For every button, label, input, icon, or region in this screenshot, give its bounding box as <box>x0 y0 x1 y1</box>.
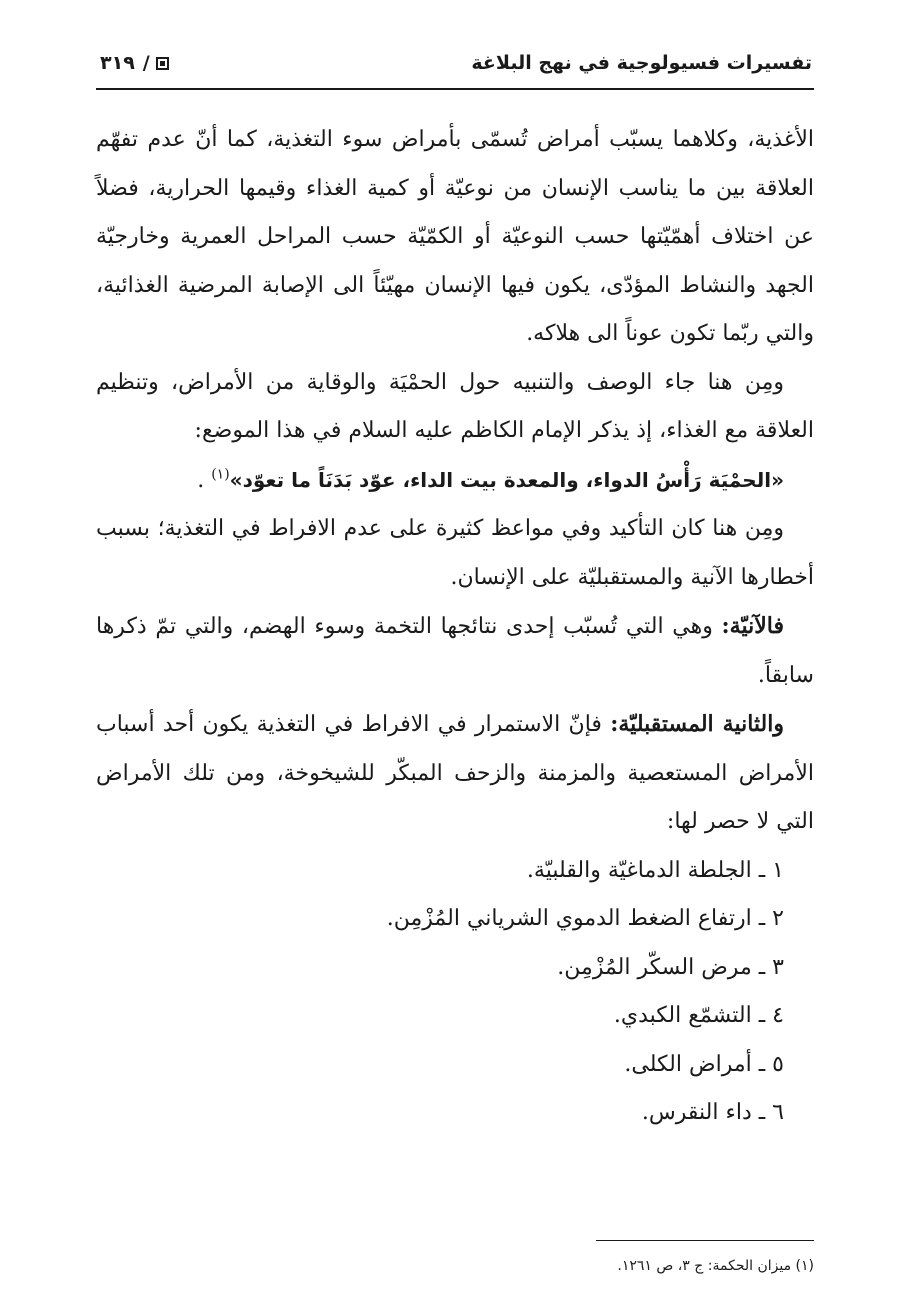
footnote <box>617 1258 814 1274</box>
paragraph-1: الأغذية، وكلاهما يسبّب أمراض تُسمّى بأمراض سوء التغذية، كما أنّ عدم تفهّم العلاقة بين ما يناسب الإنسان من نوعيّة أو كمية الغذاء وقيمها الحرارية، فضلاً عن اختلاف أهمّيّتها حسب النوعيّة أو الكمّيّة حسب المراحل العمرية وخارجيّة الجهد والنشاط المؤدّى، يكون فيها الإنسان مهيّئاً الى الإصابة المرضية الغذائية، والتي ربّما تكون عوناً الى هلاكه. <box>96 127 814 346</box>
list-item: ٦ ـ داء النقرس. <box>641 1100 784 1125</box>
page-header <box>96 44 814 90</box>
paragraph-4-lead: فالآنيّة: <box>721 613 784 639</box>
list-item: ٢ ـ ارتفاع الضغط الدموي الشرياني المُزْمِن. <box>386 906 784 931</box>
paragraph-4 <box>96 602 814 700</box>
paragraph-5 <box>96 700 814 847</box>
quote-end: . <box>197 467 205 493</box>
list-item: ٣ ـ مرض السكّر المُزْمِن. <box>557 954 784 980</box>
list-item: ١ ـ الجلطة الدماغيّة والقلبيّة. <box>526 857 784 883</box>
running-title: تفسيرات فسيولوجية في نهج البلاغة <box>471 52 812 74</box>
main-text <box>96 116 814 1138</box>
paragraph-5-lead: والثانية المستقبليّة: <box>610 711 784 737</box>
paragraph-3: ومِن هنا كان التأكيد وفي مواعظ كثيرة على عدم الافراط في التغذية؛ بسبب أخطارها الآنية والمستقبليّة على الإنسان. <box>96 516 814 590</box>
quote-text: «الحمْيَة رَأْسُ الدواء، والمعدة بيت الداء، عوّد بَدَنَاً ما تعوّد» <box>229 467 784 492</box>
footnote-text: ميزان الحكمة: ج ٣، ص ١٢٦١. <box>617 1258 792 1274</box>
footnote-ref: (١) <box>211 466 230 483</box>
paragraph-4-text: وهي التي تُسبّب إحدى نتائجها التخمة وسوء الهضم، والتي تمّ ذكرها سابقاً. <box>96 614 814 688</box>
list-item: ٥ ـ أمراض الكلى. <box>624 1051 784 1077</box>
square-ornament-icon <box>156 57 169 70</box>
list-item: ٤ ـ التشمّع الكبدي. <box>613 1003 784 1028</box>
page-number-block <box>100 52 169 74</box>
footnote-divider <box>596 1240 814 1241</box>
paragraph-5-text: فإنّ الاستمرار في الافراط في التغذية يكون أحد أسباب الأمراض المستعصية والمزمنة والزحف المبكّر للشيخوخة، ومن تلك الأمراض التي لا حصر لها: <box>96 712 814 834</box>
hadith-quote <box>96 456 814 506</box>
page-separator: / <box>142 52 150 74</box>
paragraph-2: ومِن هنا جاء الوصف والتنبيه حول الحمْيَة والوقاية من الأمراض، وتنظيم العلاقة مع الغذاء، إذ يذكر الإمام الكاظم عليه السلام في هذا الموضع: <box>96 369 814 443</box>
footnote-number: (١) <box>795 1258 814 1274</box>
document-page <box>96 44 814 1284</box>
page-number: ٣١٩ <box>100 52 135 74</box>
disease-list <box>96 847 814 1138</box>
